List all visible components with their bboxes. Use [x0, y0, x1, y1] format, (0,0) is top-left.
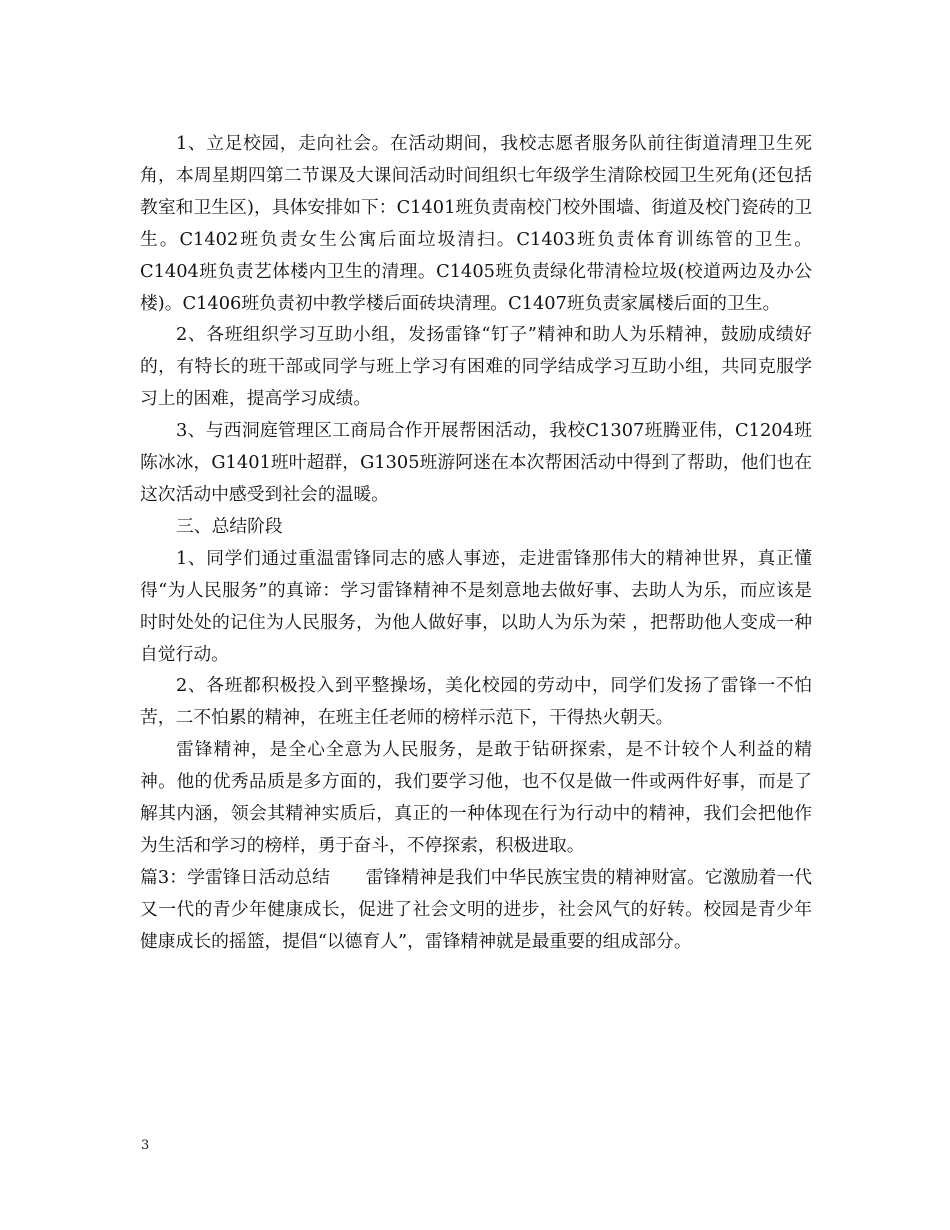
document-body: [140, 128, 812, 958]
section-heading-summary: 三、总结阶段: [176, 515, 283, 537]
paragraph-lei-feng-spirit: 雷锋精神，是全心全意为人民服务，是敢于钻研探索，是不计较个人利益的精神。他的优秀品质是多方面的，我们要学习他，也不仅是做一件或两件好事，而是了解其内涵，领会其精神实质后，真正的一种体现在行为行动中的精神，我们会把他作为生活和学习的榜样，勇于奋斗，不停探索，积极进取。: [140, 739, 812, 856]
page-number: 3: [141, 1138, 150, 1153]
paragraph-activity-1: 1、立足校园，走向社会。在活动期间，我校志愿者服务队前往街道清理卫生死角，本周星期四第二节课及大课间活动时间组织七年级学生清除校园卫生死角(还包括教室和卫生区)，具体安排如下：C1401班负责南校门校外围墙、街道及校门瓷砖的卫生。C1402班负责女生公寓后面垃圾清扫。C1403班负责体育训练管的卫生。C1404班负责艺体楼内卫生的清理。C1405班负责绿化带清检垃圾(校道两边及办公楼)。C1406班负责初中教学楼后面砖块清理。C1407班负责家属楼后面的卫生。: [140, 133, 812, 314]
paragraph-summary-1: 1、同学们通过重温雷锋同志的感人事迹，走进雷锋那伟大的精神世界，真正懂得“为人民服务”的真谛：学习雷锋精神不是刻意地去做好事、去助人为乐，而应该是时时处处的记住为人民服务，为他人做好事，以助人为乐为荣 ，把帮助他人变成一种自觉行动。: [140, 547, 812, 665]
paragraph-activity-3: 3、与西洞庭管理区工商局合作开展帮困活动，我校C1307班腾亚伟，C1204班陈冰冰，G1401班叶超群，G1305班游阿迷在本次帮困活动中得到了帮助，他们也在这次活动中感受到社会的温暖。: [140, 420, 812, 505]
paragraph-activity-2: 2、各班组织学习互助小组，发扬雷锋“钉子”精神和助人为乐精神，鼓励成绩好的，有特长的班干部或同学与班上学习有困难的同学结成学习互助小组，共同克服学习上的困难，提高学习成绩。: [140, 324, 812, 410]
paragraph-summary-2: 2、各班都积极投入到平整操场，美化校园的劳动中，同学们发扬了雷锋一不怕苦，二不怕累的精神，在班主任老师的榜样示范下，干得热火朝天。: [140, 675, 812, 729]
paragraph-article-3: 篇3：学雷锋日活动总结 雷锋精神是我们中华民族宝贵的精神财富。它激励着一代又一代的青少年健康成长，促进了社会文明的进步，社会风气的好转。校园是青少年健康成长的摇篮，提倡“以德育人”，雷锋精神就是最重要的组成部分。: [140, 866, 812, 952]
